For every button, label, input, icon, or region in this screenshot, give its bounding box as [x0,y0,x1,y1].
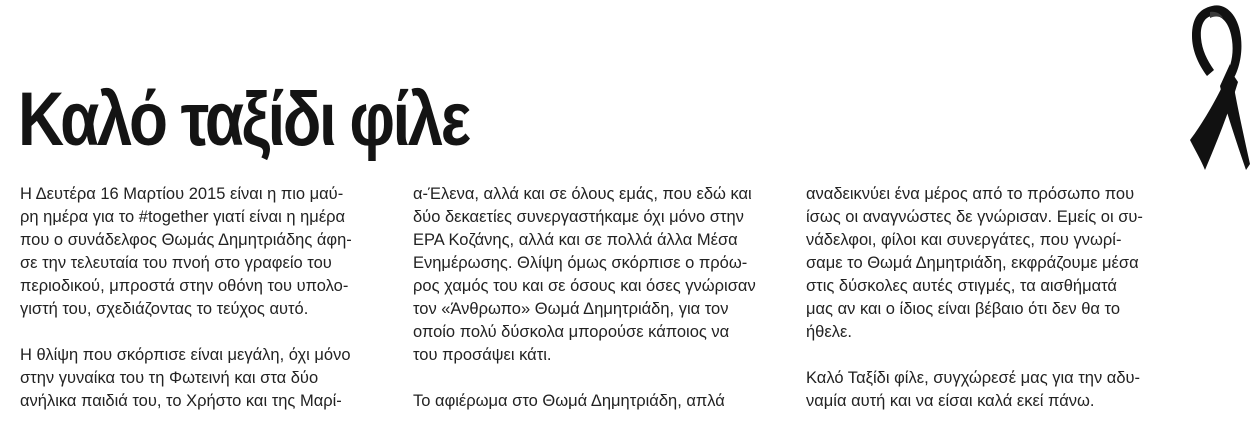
text-line: Η θλίψη που σκόρπισε είναι μεγάλη, όχι μόνο [20,346,351,364]
text-line: περιοδικού, μπροστά στην οθόνη του υπολο- [20,277,349,295]
text-line: στις δύσκολες αυτές στιγμές, τα αισθήματά [806,277,1117,295]
mourning-ribbon-icon [1186,4,1251,170]
paragraph-gap [413,367,793,390]
text-line: οποίο πολύ δύσκολα μπορούσε κάποιος να [413,323,730,341]
text-line: σε την τελευταία του πνοή στο γραφείο του [20,254,332,272]
text-line: ρος χαμός του και σε όσους και όσες γνώρισαν [413,277,756,295]
text-line: αναδεικνύει ένα μέρος από το πρόσωπο που [806,185,1135,203]
text-line: ρη ημέρα για το #together γιατί είναι η ημέρα [20,208,346,226]
text-line: που ο συνάδελφος Θωμάς Δημητριάδης άφη- [20,231,352,249]
text-line: Καλό Ταξίδι φίλε, συγχώρεσέ μας για την αδυ- [806,369,1141,387]
text-line: Η Δευτέρα 16 Μαρτίου 2015 είναι η πιο μαύ- [20,185,344,203]
text-line: δύο δεκαετίες συνεργαστήκαμε όχι μόνο στην [413,208,744,226]
text-line: νάδελφοι, φίλοι και συνεργάτες, που γνωρί- [806,231,1122,249]
text-line: Το αφιέρωμα στο Θωμά Δημητριάδη, απλά [413,392,725,410]
text-line: ΕΡΑ Κοζάνης, αλλά και σε πολλά άλλα Μέσα [413,231,738,249]
text-line: ίσως οι αναγνώστες δε γνώρισαν. Εμείς οι συ- [806,208,1143,226]
text-line: ναμία αυτή και να είσαι καλά εκεί πάνω. [806,392,1095,410]
text-line: σαμε το Θωμά Δημητριάδη, εκφράζουμε μέσα [806,254,1139,272]
text-line: ήθελε. [806,323,852,341]
paragraph-gap [20,321,400,344]
article-column-1 [20,183,400,413]
text-line: του προσάψει κάτι. [413,346,552,364]
text-line: ανήλικα παιδιά του, το Χρήστο και της Μαρί- [20,392,342,410]
paragraph-gap [806,344,1186,367]
text-line: γιστή του, σχεδιάζοντας το τεύχος αυτό. [20,300,309,318]
text-line: μας αν και ο ίδιος είναι βέβαιο ότι δεν θα το [806,300,1120,318]
text-line: στην γυναίκα του τη Φωτεινή και στα δύο [20,369,319,387]
headline: Καλό ταξίδι φίλε [18,77,469,162]
article-column-2 [413,183,793,413]
text-line: Ενημέρωσης. Θλίψη όμως σκόρπισε ο πρόω- [413,254,748,272]
article-column-3 [806,183,1186,413]
text-line: τον «Άνθρωπο» Θωμά Δημητριάδη, για τον [413,300,729,318]
text-line: α-Έλενα, αλλά και σε όλους εμάς, που εδώ και [413,185,752,203]
